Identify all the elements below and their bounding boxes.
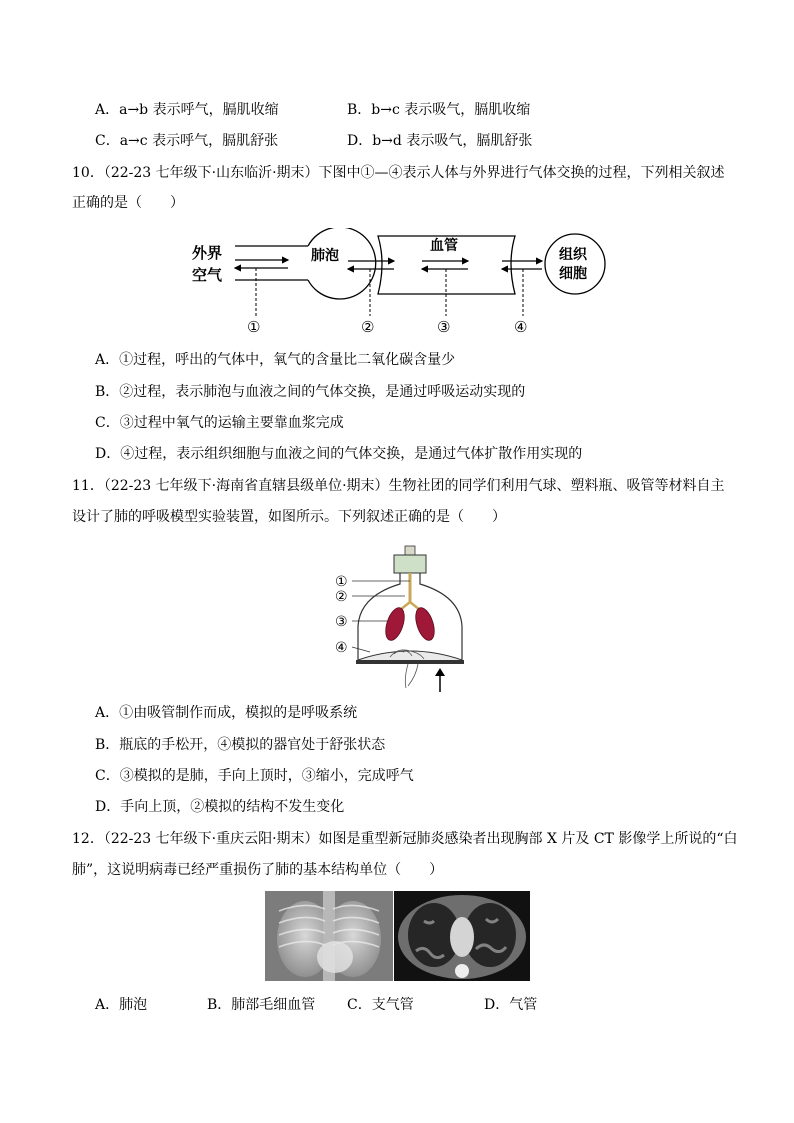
rubber-membrane [358, 651, 462, 660]
q10-stem-line2: 正确的是（ ） [72, 195, 184, 211]
process-mark-1: ① [247, 318, 261, 336]
q11-option-a: A．①由吸管制作而成，模拟的是呼吸系统 [95, 705, 358, 721]
blood-vessel-label: 血管 [430, 238, 458, 254]
right-balloon [412, 605, 438, 642]
q11-stem-line2: 设计了肺的呼吸模型实验装置，如图所示。下列叙述正确的是（ ） [72, 509, 506, 525]
q10-option-b: B．②过程，表示肺泡与血液之间的气体交换，是通过呼吸运动实现的 [95, 384, 526, 400]
lung-model-diagram [330, 544, 470, 696]
q11-option-c: C．③模拟的是肺，手向上顶时，③缩小，完成呼气 [95, 768, 414, 784]
model-label-2: ② [335, 589, 348, 605]
process-mark-4: ④ [514, 318, 528, 336]
bottle-base [356, 660, 464, 664]
q11-option-d: D．手向上顶，②模拟的结构不发生变化 [95, 799, 345, 815]
bottle-cap [394, 555, 426, 573]
q12-stem-line1: 12．（22-23 七年级下·重庆云阳·期末）如图是重型新冠肺炎感染者出现胸部 X 片及 CT 影像学上所说的“白 [72, 831, 738, 847]
q11-option-b: B．瓶底的手松开，④模拟的器官处于舒张状态 [95, 737, 386, 753]
model-label-4: ④ [335, 640, 348, 656]
process-mark-2: ② [361, 318, 375, 336]
q10-stem-line1: 10．（22-23 七年级下·山东临沂·期末）下图中①—④表示人体与外界进行气体交换的过程，下列相关叙述 [72, 165, 725, 181]
q12-option-a: A．肺泡 [95, 997, 148, 1013]
chest-ct-image [394, 891, 530, 981]
q12-option-d: D．气管 [484, 997, 538, 1013]
q12-stem-line2: 肺”，这说明病毒已经严重损伤了肺的基本结构单位（ ） [72, 862, 444, 878]
chest-xray-image [265, 891, 393, 981]
q10-option-c: C．③过程中氧气的运输主要靠血浆完成 [95, 415, 344, 431]
alveolus-label: 肺泡 [311, 248, 339, 264]
q9-option-a: A．a→b 表示呼气，膈肌收缩 [95, 102, 279, 118]
left-balloon [382, 605, 408, 642]
gas-exchange-diagram [190, 228, 620, 336]
model-label-1: ① [335, 574, 348, 590]
q11-stem-line1: 11．（22-23 七年级下·海南省直辖县级单位·期末）生物社团的同学们利用气球、塑料瓶、吸管等材料自主 [72, 478, 725, 494]
process-mark-3: ③ [437, 318, 451, 336]
arm-sketch [405, 664, 418, 688]
q10-option-a: A．①过程，呼出的气体中，氧气的含量比二氧化碳含量少 [95, 352, 456, 368]
q12-option-b: B．肺部毛细血管 [207, 997, 316, 1013]
tissue-cell-label-2: 细胞 [559, 266, 587, 282]
q9-option-c: C．a→c 表示呼气，膈肌舒张 [95, 133, 279, 149]
push-arrowhead [435, 668, 445, 676]
tissue-cell-label-1: 组织 [559, 247, 587, 263]
leader-4-line [352, 647, 370, 652]
model-label-3: ③ [335, 614, 348, 630]
outside-air-label-2: 空气 [192, 266, 223, 284]
tissue-cell-circle [545, 234, 605, 294]
q9-option-b: B．b→c 表示吸气，膈肌收缩 [347, 102, 531, 118]
bronchi-tubes [400, 602, 420, 610]
q12-option-c: C．支气管 [347, 997, 414, 1013]
ct-mediastinum [450, 917, 474, 957]
outside-air-label-1: 外界 [192, 244, 223, 262]
ct-vertebra [455, 964, 469, 978]
q10-option-d: D．④过程，表示组织细胞与血液之间的气体交换，是通过气体扩散作用实现的 [95, 446, 583, 462]
q9-option-d: D．b→d 表示吸气，膈肌舒张 [347, 133, 533, 149]
heart-shadow [317, 941, 353, 973]
